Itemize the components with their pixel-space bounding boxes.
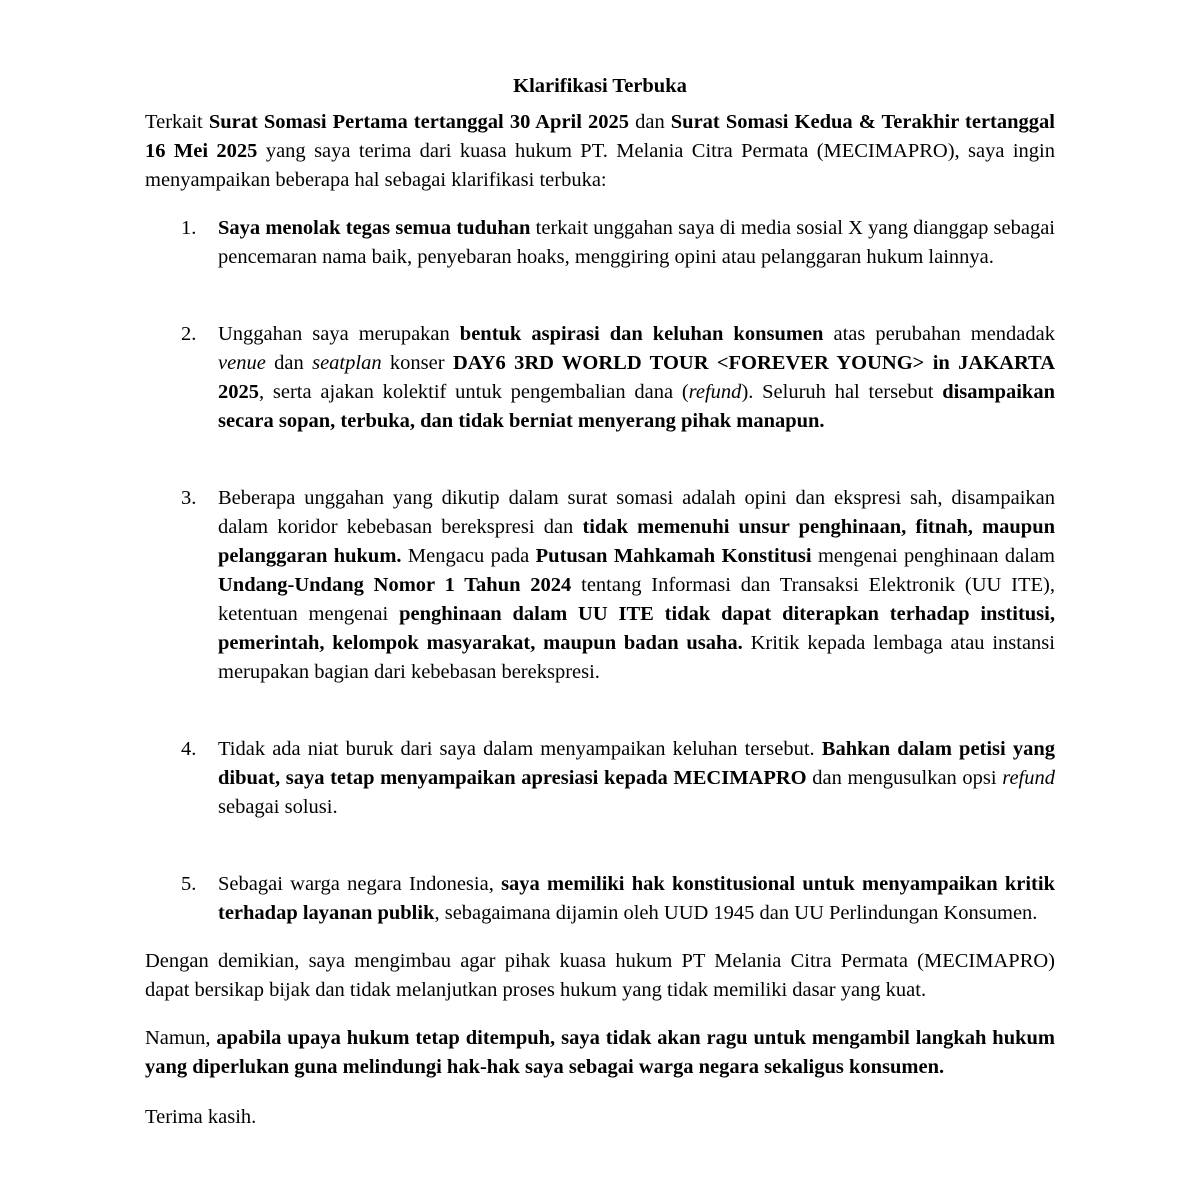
list-item [145,320,1055,436]
bold-text: DAY6 3RD WORLD TOUR <FOREVER YOUNG> in JAKARTA 2025 [218,352,1055,403]
bold-text: Undang-Undang Nomor 1 Tahun 2024 [218,574,572,596]
list-item-number: 1. [181,217,197,239]
italic-text: refund [1002,767,1055,789]
text-run: ). Seluruh hal tersebut [741,381,943,403]
list-item-text [218,217,1055,268]
text-run: tentang Informasi dan Transaksi Elektronik (UU ITE), ketentuan mengenai [218,574,1055,625]
list-item-number: 5. [181,873,197,895]
text-run: Namun, [145,1027,217,1049]
text-run: konser [381,352,453,374]
text-run: dan mengusulkan opsi [806,767,1003,789]
list-item-text [218,323,1055,432]
text-run: mengenai penghinaan dalam [811,545,1055,567]
list-item-text [218,738,1055,818]
text-run: Terkait [145,111,209,133]
bold-text: apabila upaya hukum tetap ditempuh, saya tidak akan ragu untuk mengambil langkah hukum yang diperlukan guna melindungi hak-hak saya sebagai warga negara sekaligus konsumen. [145,1027,1055,1078]
list-item-number: 3. [181,487,197,509]
list-item [145,484,1055,687]
text-run: Unggahan saya merupakan [218,323,460,345]
bold-text: Surat Somasi Pertama tertanggal 30 April 2025 [208,111,630,133]
text-run: Tidak ada niat buruk dari saya dalam menyampaikan keluhan tersebut. [218,738,822,760]
text-run: Sebagai warga negara Indonesia, [218,873,502,895]
bold-text: saya memiliki hak konstitusional untuk menyampaikan kritik terhadap layanan publik [218,873,1055,924]
text-run: sebagai solusi. [218,796,338,818]
list-item-number: 4. [181,738,197,760]
text-run: Beberapa unggahan yang dikutip dalam surat somasi adalah opini dan ekspresi sah, disampaikan dalam koridor kebebasan berekspresi dan [218,487,1055,538]
bold-text: Surat Somasi Kedua & Terakhir tertanggal 16 Mei 2025 [145,111,1055,162]
text-run: dan [629,111,671,133]
document-body [145,72,1055,1132]
bold-text: Putusan Mahkamah Konstitusi [535,545,812,567]
text-run: atas perubahan mendadak [823,323,1055,345]
signoff: Terima kasih. [145,1106,257,1128]
bold-text: Bahkan dalam petisi yang dibuat, saya tetap menyampaikan apresiasi kepada MECIMAPRO [218,738,1055,789]
list-item-number: 2. [181,323,197,345]
text-run: dan [265,352,313,374]
bold-text: penghinaan dalam UU ITE tidak dapat diterapkan terhadap institusi, pemerintah, kelompok masyarakat, maupun badan usaha. [218,603,1055,654]
text-run: yang saya terima dari kuasa hukum PT. Melania Citra Permata (MECIMAPRO), saya ingin menyampaikan beberapa hal sebagai klarifikasi terbuka: [145,140,1055,191]
text-run: , sebagaimana dijamin oleh UUD 1945 dan UU Perlindungan Konsumen. [434,902,1038,924]
italic-text: refund [688,381,742,403]
clarification-list [145,214,1055,928]
text-run: terkait unggahan saya di media sosial X yang dianggap sebagai pencemaran nama baik, penyebaran hoaks, menggiring opini atau pelanggaran hukum lainnya. [218,217,1055,268]
list-item-text [218,487,1055,683]
list-item [145,870,1055,928]
bold-text: disampaikan secara sopan, terbuka, dan tidak berniat menyerang pihak manapun. [218,381,1055,432]
text-run: , serta ajakan kolektif untuk pengembalian dana ( [259,381,689,403]
bold-text: Saya menolak tegas semua tuduhan [218,217,531,239]
text-run: Mengacu pada [401,545,536,567]
closing-paragraph [145,947,1055,1005]
bold-text: tidak memenuhi unsur penghinaan, fitnah, maupun pelanggaran hukum. [218,516,1055,567]
warning-paragraph [145,1024,1055,1082]
bold-text: bentuk aspirasi dan keluhan konsumen [459,323,824,345]
text-run: Kritik kepada lembaga atau instansi merupakan bagian dari kebebasan berekspresi. [218,632,1055,683]
intro-paragraph [145,108,1055,195]
text-run: Dengan demikian, saya mengimbau agar pihak kuasa hukum PT Melania Citra Permata (MECIMAPRO) dapat bersikap bijak dan tidak melanjutkan proses hukum yang tidak memiliki dasar yang kuat. [145,950,1055,1001]
italic-text: venue [218,352,266,374]
list-item [145,214,1055,272]
italic-text: seatplan [312,352,382,374]
document-title: Klarifikasi Terbuka [513,75,687,97]
list-item-text [218,873,1055,924]
list-item [145,735,1055,822]
